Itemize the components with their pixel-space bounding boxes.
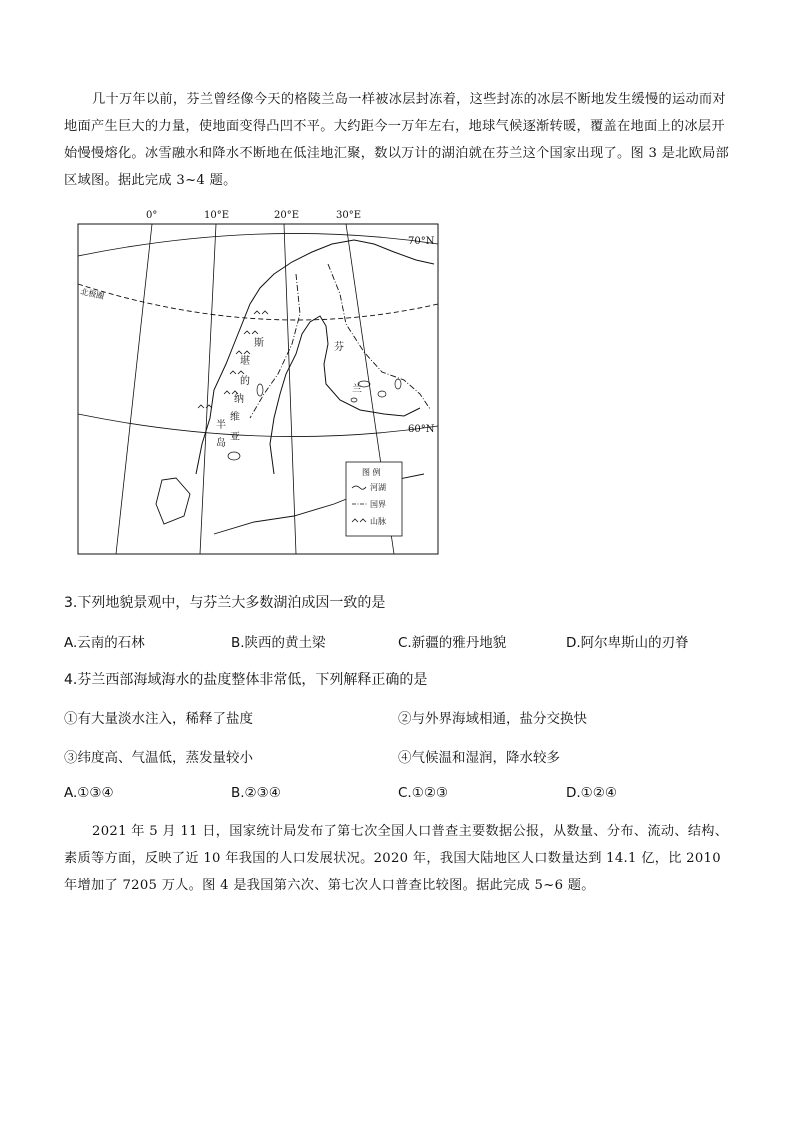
lon-label-10e: 10°E	[204, 210, 230, 221]
finland-lakes	[228, 379, 401, 460]
q4-statement-4: ④气候温和湿润，降水较多	[398, 750, 560, 766]
parallel-60n	[78, 414, 438, 437]
map-legend	[346, 462, 402, 536]
peninsula-char-1: 斯	[254, 338, 264, 349]
lat-label-70n: 70°N	[408, 236, 435, 247]
q3-option-c[interactable]: C.新疆的雅丹地貌	[398, 635, 507, 651]
q4-option-d[interactable]: D.①②④	[566, 785, 617, 801]
legend-title: 图 例	[362, 468, 381, 477]
q4-option-b[interactable]: B.②③④	[231, 785, 281, 801]
denmark-outline	[156, 478, 190, 524]
finland-char-1: 芬	[334, 342, 344, 353]
q4-statement-2: ②与外界海域相通，盐分交换快	[398, 711, 587, 727]
peninsula-char-4: 纳	[234, 394, 244, 405]
q4-statement-3: ③纬度高、气温低，蒸发量较小	[64, 750, 253, 766]
q3-option-a[interactable]: A.云南的石林	[64, 635, 145, 651]
parallel-70n	[78, 233, 438, 256]
arctic-circle-label: 北极圈	[79, 287, 105, 301]
intro-paragraph-1: 几十万年以前，芬兰曾经像今天的格陵兰岛一样被冰层封冻着，这些封冻的冰层不断地发生缓慢的运动而对地面产生巨大的力量，使地面变得凸凹不平。大约距今一万年左右，地球气候逐渐转暖，覆盖在地面上的冰层开始慢慢熔化。冰雪融水和降水不断地在低洼地汇聚，数以万计的湖泊就在芬兰这个国家出现了。图 3 是北欧局部区域图。据此完成 3~4 题。	[64, 92, 730, 188]
peninsula-char-3: 的	[240, 376, 250, 387]
legend-item-mountain: 山脉	[370, 517, 386, 526]
lon-label-0: 0°	[146, 210, 158, 221]
legend-item-border: 国界	[370, 500, 386, 509]
lat-label-60n: 60°N	[408, 424, 435, 435]
q3-option-b[interactable]: B.陕西的黄土梁	[231, 635, 326, 651]
peninsula-char-5: 维	[230, 412, 240, 423]
peninsula-char-6: 亚	[230, 432, 240, 443]
finland-border	[328, 264, 430, 409]
peninsula-char-2: 堪	[240, 356, 250, 367]
peninsula-char-8: 岛	[216, 438, 226, 449]
question-4-stem: 4.芬兰西部海域海水的盐度整体非常低，下列解释正确的是	[64, 672, 428, 688]
q4-statement-1: ①有大量淡水注入，稀释了盐度	[64, 711, 253, 727]
lon-label-20e: 20°E	[274, 210, 300, 221]
intro-paragraph-2: 2021 年 5 月 11 日，国家统计局发布了第七次全国人口普查主要数据公报，从数量、分布、流动、结构、素质等方面，反映了近 10 年我国的人口发展状况。2020 年，我国大陆地区人口数量达到 14.1 亿，比 2010 年增加了 7205 万人。图 4 是我国第六次、第七次人口普查比较图。据此完成 5~6 题。	[64, 824, 729, 893]
q4-option-a[interactable]: A.①③④	[64, 785, 114, 801]
question-3-stem: 3.下列地貌景观中，与芬兰大多数湖泊成因一致的是	[64, 595, 386, 611]
northern-europe-map	[64, 204, 444, 558]
peninsula-char-7: 半	[216, 420, 226, 431]
q4-option-c[interactable]: C.①②③	[398, 785, 449, 801]
lon-label-30e: 30°E	[336, 210, 362, 221]
finland-char-2: 兰	[352, 384, 362, 395]
arctic-circle-line	[78, 284, 438, 320]
legend-item-river-lake: 河湖	[370, 483, 386, 492]
q3-option-d[interactable]: D.阿尔卑斯山的刃脊	[566, 635, 689, 651]
